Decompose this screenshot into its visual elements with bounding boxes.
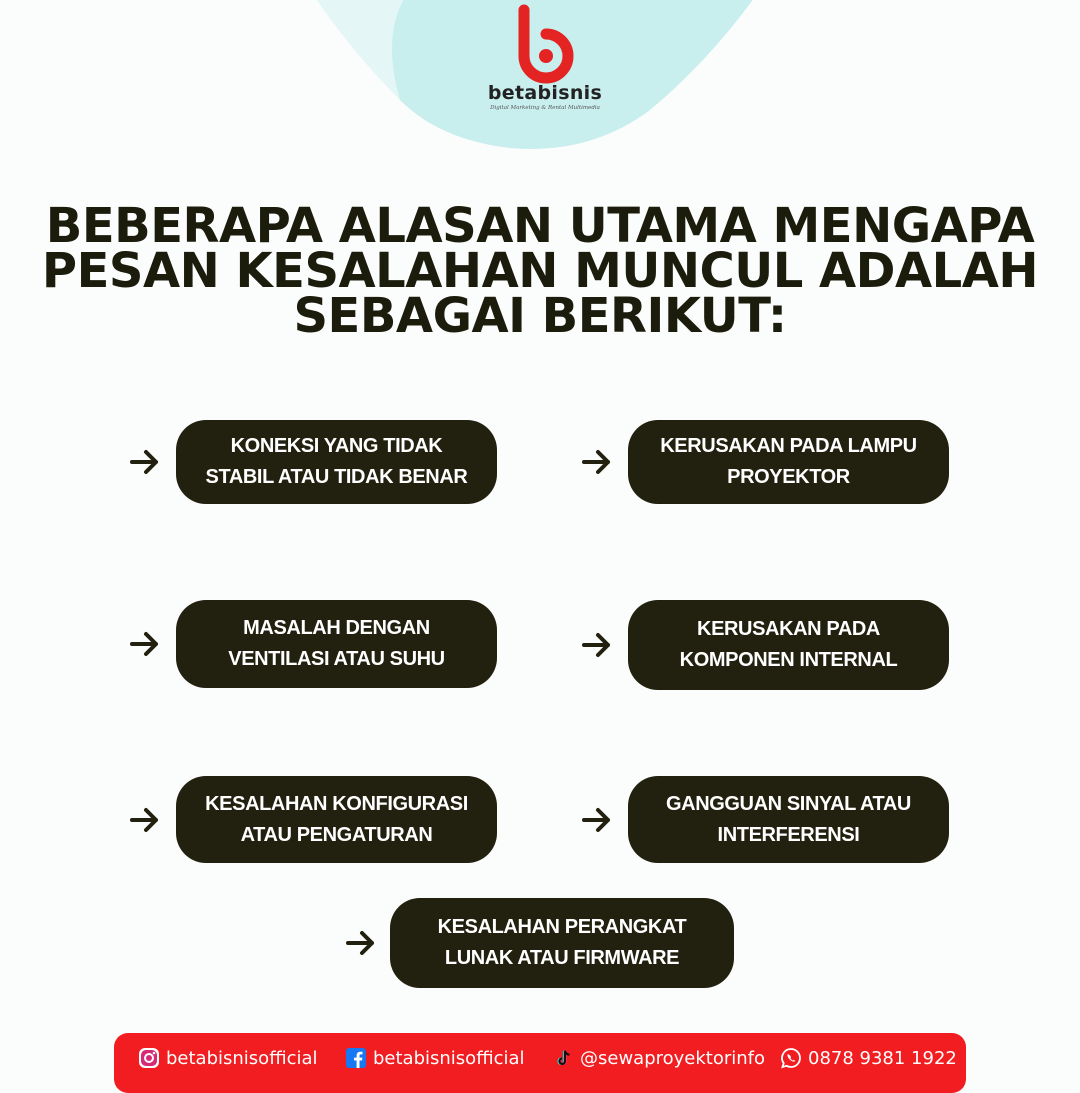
whatsapp-icon [780, 1047, 802, 1069]
reason-pill [176, 600, 497, 688]
tiktok-link[interactable] [554, 1044, 765, 1072]
reason-item [580, 420, 950, 504]
reason-line-2: LUNAK ATAU FIRMWARE [444, 947, 680, 969]
reason-line-2: VENTILASI ATAU SUHU [228, 648, 445, 670]
reason-line-1: MASALAH DENGAN [243, 617, 430, 639]
reason-line-2: STABIL ATAU TIDAK BENAR [205, 466, 468, 488]
brand-logo [480, 4, 610, 124]
reason-item [128, 420, 498, 504]
logo-tagline: Digital Marketing & Rental Multimedia [490, 105, 600, 111]
reason-line-2: PROYEKTOR [727, 466, 850, 488]
reason-line-1: KESALAHAN PERANGKAT [437, 916, 687, 938]
reason-line-1: KERUSAKAN PADA [697, 618, 880, 640]
instagram-icon [138, 1047, 160, 1069]
reason-line-2: ATAU PENGATURAN [240, 823, 433, 846]
facebook-link[interactable] [345, 1044, 525, 1072]
reason-line-1: KONEKSI YANG TIDAK [230, 435, 443, 457]
arrow-right-icon [128, 803, 162, 837]
reason-pill [176, 420, 497, 504]
reason-pill [390, 898, 734, 988]
headline: BEBERAPA ALASAN UTAMA MENGAPA PESAN KESALAHAN MUNCUL ADALAH SEBAGAI BERIKUT: [41, 198, 1039, 344]
instagram-link[interactable] [138, 1044, 318, 1072]
arrow-right-icon [580, 803, 614, 837]
tiktok-handle: @sewaproyektorinfo [580, 1047, 766, 1069]
reason-line-1: KESALAHAN KONFIGURASI [205, 792, 468, 815]
reason-line-2: KOMPONEN INTERNAL [679, 649, 898, 671]
facebook-icon [345, 1047, 367, 1069]
reason-item [128, 600, 498, 688]
whatsapp-number: 0878 9381 1922 [808, 1047, 957, 1069]
arrow-right-icon [580, 445, 614, 479]
facebook-handle: betabisnisofficial [373, 1047, 525, 1069]
arrow-right-icon [128, 627, 162, 661]
logo-wordmark: betabisnis [487, 82, 603, 104]
reason-pill [628, 776, 949, 863]
reason-pill [628, 600, 949, 690]
reason-line-1: KERUSAKAN PADA LAMPU [660, 435, 917, 457]
reason-item [128, 776, 498, 863]
reason-item [344, 898, 736, 988]
reason-pill [628, 420, 949, 504]
reason-line-2: INTERFERENSI [717, 823, 860, 846]
arrow-right-icon [128, 445, 162, 479]
arrow-right-icon [580, 628, 614, 662]
instagram-handle: betabisnisofficial [166, 1047, 318, 1069]
reason-item [580, 776, 950, 863]
reason-item [580, 600, 950, 690]
arrow-right-icon [344, 926, 378, 960]
logo-b-icon [510, 4, 580, 86]
reason-line-1: GANGGUAN SINYAL ATAU [666, 792, 911, 815]
reason-pill [176, 776, 497, 863]
tiktok-icon [554, 1047, 574, 1069]
whatsapp-link[interactable] [780, 1044, 957, 1072]
